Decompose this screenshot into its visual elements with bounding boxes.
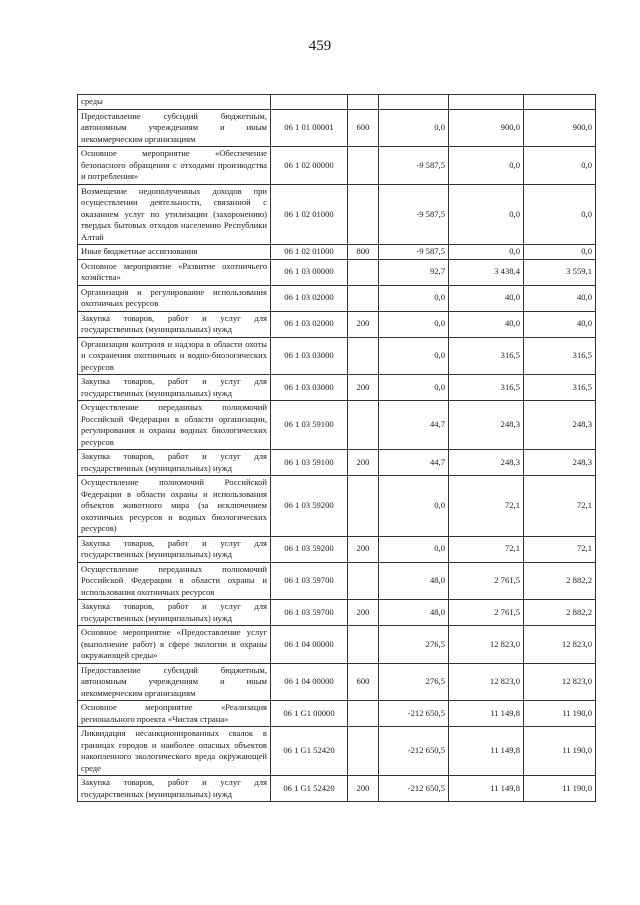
expense-type-cell [348, 285, 379, 311]
expense-name-cell: Основное мероприятие «Предоставление услуг (выполнение работ) в сфере экологии и охраны окружающей среды» [78, 626, 271, 664]
expense-type-cell [348, 476, 379, 537]
amount-cell-1: -212 650,5 [379, 701, 449, 727]
amount-cell-2: 72,1 [449, 476, 524, 537]
amount-cell-3: 72,1 [524, 536, 596, 562]
expense-name-cell: Предоставление субсидий бюджетным, автономным учреждениям и иным некоммерческим организациям [78, 109, 271, 147]
target-code-cell: 06 1 G1 52420 [271, 776, 348, 802]
target-code-cell: 06 1 03 59700 [271, 562, 348, 600]
target-code-cell: 06 1 03 02000 [271, 311, 348, 337]
amount-cell-2: 40,0 [449, 285, 524, 311]
expense-type-cell [348, 147, 379, 185]
target-code-cell: 06 1 02 00000 [271, 147, 348, 185]
amount-cell-1: 0,0 [379, 375, 449, 401]
table-row [78, 701, 596, 727]
target-code-cell: 06 1 03 59700 [271, 600, 348, 626]
expense-name-cell: Предоставление субсидий бюджетным, автономным учреждениям и иным некоммерческим организациям [78, 663, 271, 701]
amount-cell-3: 248,3 [524, 450, 596, 476]
amount-cell-1: 0,0 [379, 109, 449, 147]
target-code-cell: 06 1 03 02000 [271, 285, 348, 311]
expense-name-cell: Основное мероприятие «Обеспечение безопасного обращения с отходами производства и потребления» [78, 147, 271, 185]
amount-cell-2: 0,0 [449, 245, 524, 260]
amount-cell-2: 11 149,8 [449, 701, 524, 727]
amount-cell-1 [379, 95, 449, 110]
expense-name-cell: Организация и регулирование использования охотничьих ресурсов [78, 285, 271, 311]
expense-type-cell [348, 95, 379, 110]
amount-cell-2: 2 761,5 [449, 562, 524, 600]
amount-cell-1: 0,0 [379, 536, 449, 562]
table-row [78, 259, 596, 285]
amount-cell-2: 72,1 [449, 536, 524, 562]
amount-cell-2: 0,0 [449, 184, 524, 245]
budget-table-body [78, 95, 596, 802]
expense-type-cell: 200 [348, 536, 379, 562]
expense-name-cell: Возмещение недополученных доходов при осуществлении деятельности, связанной с оказанием услуг по утилизации (захоронению) твердых бытовых отходов населению Республики Алтай [78, 184, 271, 245]
target-code-cell: 06 1 04 00000 [271, 663, 348, 701]
amount-cell-2: 0,0 [449, 147, 524, 185]
target-code-cell: 06 1 01 00001 [271, 109, 348, 147]
table-row [78, 663, 596, 701]
amount-cell-2: 248,3 [449, 401, 524, 450]
expense-type-cell [348, 727, 379, 776]
amount-cell-1: 0,0 [379, 311, 449, 337]
expense-type-cell [348, 401, 379, 450]
budget-table [77, 94, 596, 802]
amount-cell-2: 11 149,8 [449, 776, 524, 802]
expense-name-cell: Закупка товаров, работ и услуг для государственных (муниципальных) нужд [78, 375, 271, 401]
amount-cell-2: 11 149,8 [449, 727, 524, 776]
expense-name-cell: Закупка товаров, работ и услуг для государственных (муниципальных) нужд [78, 776, 271, 802]
amount-cell-1: -212 650,5 [379, 776, 449, 802]
amount-cell-2: 40,0 [449, 311, 524, 337]
table-row [78, 375, 596, 401]
amount-cell-1: 48,0 [379, 600, 449, 626]
expense-name-cell: Закупка товаров, работ и услуг для государственных (муниципальных) нужд [78, 600, 271, 626]
target-code-cell: 06 1 03 59200 [271, 536, 348, 562]
table-row [78, 626, 596, 664]
expense-type-cell [348, 337, 379, 375]
amount-cell-3: 12 823,0 [524, 663, 596, 701]
expense-type-cell [348, 701, 379, 727]
table-row [78, 476, 596, 537]
amount-cell-3: 40,0 [524, 285, 596, 311]
amount-cell-1: 44,7 [379, 401, 449, 450]
expense-name-cell: Осуществление полномочий Российской Федерации в области охраны и использования объектов животного мира (за исключением охотничьих ресурсов и водных биологических ресурсов) [78, 476, 271, 537]
table-row [78, 245, 596, 260]
amount-cell-1: -9 587,5 [379, 147, 449, 185]
amount-cell-2: 3 438,4 [449, 259, 524, 285]
amount-cell-3: 72,1 [524, 476, 596, 537]
amount-cell-2: 316,5 [449, 375, 524, 401]
expense-type-cell: 200 [348, 375, 379, 401]
amount-cell-3: 900,0 [524, 109, 596, 147]
amount-cell-1: 44,7 [379, 450, 449, 476]
amount-cell-3: 316,5 [524, 337, 596, 375]
expense-type-cell [348, 184, 379, 245]
target-code-cell: 06 1 03 03000 [271, 375, 348, 401]
expense-name-cell: Закупка товаров, работ и услуг для государственных (муниципальных) нужд [78, 311, 271, 337]
target-code-cell: 06 1 03 59100 [271, 401, 348, 450]
expense-name-cell: Закупка товаров, работ и услуг для государственных (муниципальных) нужд [78, 536, 271, 562]
amount-cell-3: 12 823,0 [524, 626, 596, 664]
target-code-cell: 06 1 G1 52420 [271, 727, 348, 776]
target-code-cell: 06 1 04 00000 [271, 626, 348, 664]
expense-name-cell: Ликвидация несанкционированных свалок в границах городов и наиболее опасных объектов накопленного экологического вреда окружающей среде [78, 727, 271, 776]
expense-name-cell: среды [78, 95, 271, 110]
amount-cell-3: 2 882,2 [524, 600, 596, 626]
expense-type-cell: 200 [348, 450, 379, 476]
amount-cell-2: 900,0 [449, 109, 524, 147]
target-code-cell: 06 1 03 00000 [271, 259, 348, 285]
table-row [78, 184, 596, 245]
expense-type-cell: 800 [348, 245, 379, 260]
amount-cell-3: 40,0 [524, 311, 596, 337]
expense-name-cell: Закупка товаров, работ и услуг для государственных (муниципальных) нужд [78, 450, 271, 476]
expense-type-cell: 600 [348, 109, 379, 147]
amount-cell-3: 11 190,0 [524, 776, 596, 802]
amount-cell-3: 11 190,0 [524, 701, 596, 727]
table-row [78, 95, 596, 110]
target-code-cell [271, 95, 348, 110]
expense-name-cell: Организация контроля и надзора в области охоты и сохранения охотничьих и водно-биологических ресурсов [78, 337, 271, 375]
table-row [78, 109, 596, 147]
target-code-cell: 06 1 03 59100 [271, 450, 348, 476]
expense-name-cell: Основное мероприятие «Развитие охотничьего хозяйства» [78, 259, 271, 285]
expense-type-cell [348, 259, 379, 285]
target-code-cell: 06 1 03 03000 [271, 337, 348, 375]
target-code-cell: 06 1 G1 00000 [271, 701, 348, 727]
amount-cell-3: 3 559,1 [524, 259, 596, 285]
amount-cell-1: 0,0 [379, 285, 449, 311]
page-number: 459 [308, 38, 332, 54]
table-row [78, 562, 596, 600]
expense-type-cell: 600 [348, 663, 379, 701]
expense-type-cell: 200 [348, 600, 379, 626]
expense-type-cell [348, 626, 379, 664]
table-row [78, 401, 596, 450]
table-row [78, 147, 596, 185]
amount-cell-3: 316,5 [524, 375, 596, 401]
amount-cell-2: 316,5 [449, 337, 524, 375]
table-row [78, 311, 596, 337]
table-row [78, 536, 596, 562]
amount-cell-2: 12 823,0 [449, 663, 524, 701]
amount-cell-1: 0,0 [379, 476, 449, 537]
amount-cell-1: 92,7 [379, 259, 449, 285]
amount-cell-1: 48,0 [379, 562, 449, 600]
amount-cell-2: 2 761,5 [449, 600, 524, 626]
target-code-cell: 06 1 02 01000 [271, 245, 348, 260]
amount-cell-1: -9 587,5 [379, 245, 449, 260]
expense-type-cell: 200 [348, 311, 379, 337]
expense-name-cell: Осуществление переданных полномочий Российской Федерации в области охраны и использования охотничьих ресурсов [78, 562, 271, 600]
expense-name-cell: Основное мероприятие «Реализация регионального проекта «Чистая страна» [78, 701, 271, 727]
expense-name-cell: Иные бюджетные ассигнования [78, 245, 271, 260]
amount-cell-3: 11 190,0 [524, 727, 596, 776]
amount-cell-3 [524, 95, 596, 110]
target-code-cell: 06 1 03 59200 [271, 476, 348, 537]
target-code-cell: 06 1 02 01000 [271, 184, 348, 245]
amount-cell-1: 0,0 [379, 337, 449, 375]
amount-cell-2: 248,3 [449, 450, 524, 476]
amount-cell-1: -212 650,5 [379, 727, 449, 776]
table-row [78, 727, 596, 776]
table-row [78, 337, 596, 375]
expense-name-cell: Осуществление переданных полномочий Российской Федерации в области организации, регулирования и охраны водных биологических ресурсов [78, 401, 271, 450]
amount-cell-3: 2 882,2 [524, 562, 596, 600]
table-row [78, 285, 596, 311]
table-row [78, 600, 596, 626]
amount-cell-1: -9 587,5 [379, 184, 449, 245]
amount-cell-2 [449, 95, 524, 110]
table-row [78, 450, 596, 476]
amount-cell-3: 0,0 [524, 245, 596, 260]
amount-cell-2: 12 823,0 [449, 626, 524, 664]
amount-cell-1: 276,5 [379, 626, 449, 664]
expense-type-cell [348, 562, 379, 600]
amount-cell-3: 0,0 [524, 147, 596, 185]
amount-cell-3: 0,0 [524, 184, 596, 245]
expense-type-cell: 200 [348, 776, 379, 802]
amount-cell-3: 248,3 [524, 401, 596, 450]
amount-cell-1: 276,5 [379, 663, 449, 701]
table-row [78, 776, 596, 802]
